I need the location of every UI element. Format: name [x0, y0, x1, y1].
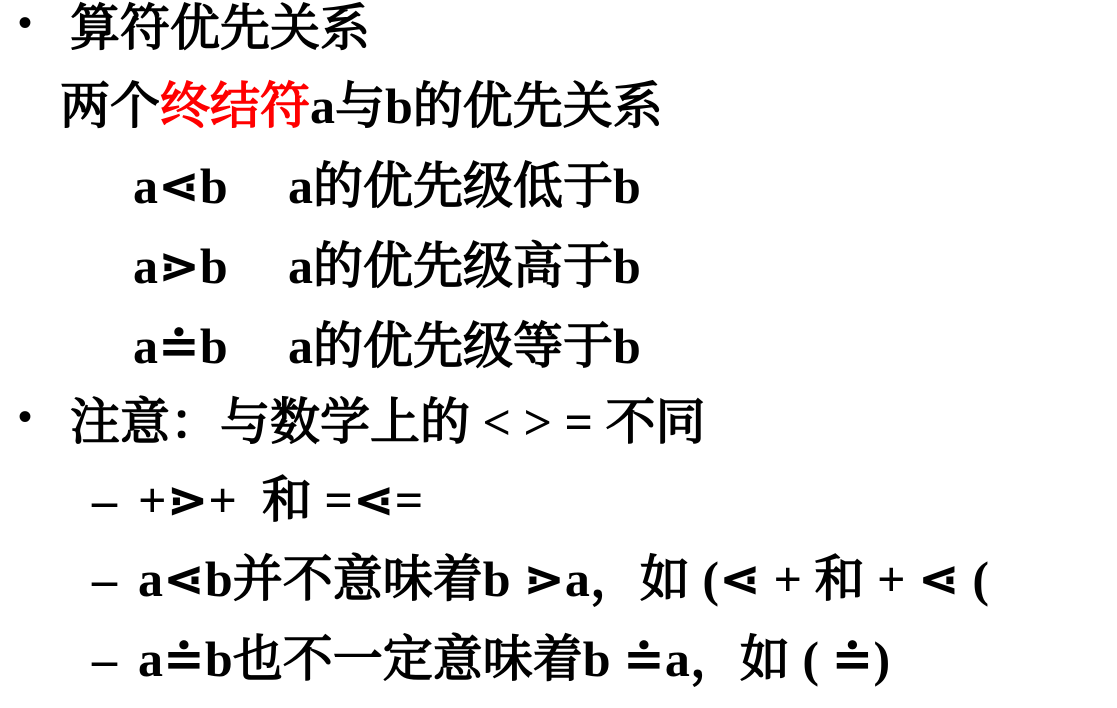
relation-expr: a≐b: [133, 318, 228, 374]
bullet2-line: [0, 396, 1117, 454]
dash-icon: –: [92, 551, 117, 607]
relation-row: [0, 160, 1117, 218]
relation-desc: a的优先级高于b: [288, 238, 641, 294]
subitem-row: [0, 553, 1117, 611]
subtitle-prefix: 两个: [60, 78, 160, 134]
relation-desc: a的优先级等于b: [288, 318, 641, 374]
subitem-text: +⋗+ 和 =⋖=: [138, 472, 424, 528]
bullet-icon: •: [18, 0, 33, 45]
subtitle-line: [0, 80, 1117, 138]
subtitle-suffix: a与b的优先关系: [310, 78, 663, 134]
bullet-icon: •: [18, 394, 33, 439]
relation-expr: a⋗b: [133, 238, 228, 294]
subitem-row: [0, 633, 1117, 691]
dash-icon: –: [92, 631, 117, 687]
bullet1-title: 算符优先关系: [70, 0, 370, 56]
subitem-text: a≐b也不一定意味着b ≐a，如 ( ≐): [138, 631, 891, 687]
subtitle-text: [60, 80, 663, 133]
relation-row: [0, 240, 1117, 298]
dash-icon: –: [92, 472, 117, 528]
subitem-text: a⋖b并不意味着b ⋗a，如 (⋖ + 和 + ⋖ (: [138, 551, 989, 607]
subitem-row: [0, 474, 1117, 532]
relation-desc: a的优先级低于b: [288, 158, 641, 214]
relation-row: [0, 320, 1117, 378]
bullet2-title: 注意：与数学上的 < > = 不同: [70, 394, 706, 450]
relation-expr: a⋖b: [133, 158, 228, 214]
subtitle-highlight: 终结符: [160, 78, 310, 134]
bullet1-line: [0, 2, 1117, 60]
